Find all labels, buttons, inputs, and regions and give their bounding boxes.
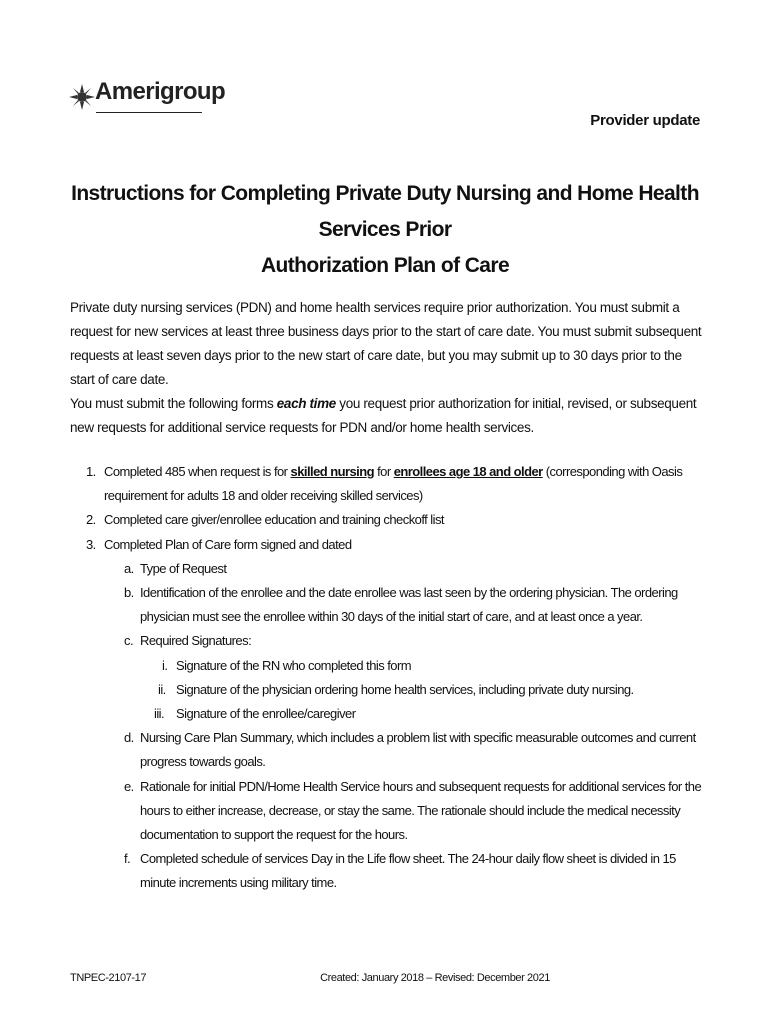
list-item-3c-ii xyxy=(70,678,710,702)
list-item-3c xyxy=(70,629,710,653)
list-letter: a. xyxy=(124,560,134,576)
list-roman: ii. xyxy=(158,681,166,697)
intro-paragraph-1: Private duty nursing services (PDN) and home health services require prior authorization. You must submit a request for new services at least three business days prior to the start of care date. You must submit subsequent requests at least seven days prior to the new start of care date, but you may submit up to 30 days prior to the start of care date. xyxy=(70,300,702,387)
item3b-text: Identification of the enrollee and the date enrollee was last seen by the ordering physician. The ordering physician must see the enrollee within 30 days of the initial start of care, and at least once a year. xyxy=(140,585,678,625)
item3e-text: Rationale for initial PDN/Home Health Service hours and subsequent requests for additional services for the hours to either increase, decrease, or stay the same. The rationale should include the medical necessity documentation to support the request for the hours. xyxy=(140,778,702,843)
item2-text: Completed care giver/enrollee education and training checkoff list xyxy=(104,512,444,528)
list-letter: d. xyxy=(124,730,134,746)
item3d-text: Nursing Care Plan Summary, which includes a problem list with specific measurable outcomes and current progress towards goals. xyxy=(140,730,696,770)
item1-skilled-nursing: skilled nursing xyxy=(290,464,375,479)
list-item-3a xyxy=(70,557,710,581)
list-item-3d xyxy=(70,726,710,774)
p2-emphasis: each time xyxy=(276,396,336,411)
item1-mid: for xyxy=(374,464,394,479)
list-letter: c. xyxy=(124,633,134,649)
list-letter: b. xyxy=(124,585,134,601)
list-item-3b xyxy=(70,581,710,629)
footer-document-code: TNPEC-2107-17 xyxy=(70,972,147,984)
list-item-3 xyxy=(70,533,710,557)
list-item-3c-iii xyxy=(70,702,710,726)
list-item-2 xyxy=(70,508,710,532)
logo-text: Amerigroup xyxy=(95,78,226,105)
list-letter: f. xyxy=(124,851,131,867)
item3cii-text: Signature of the physician ordering home health services, including private duty nursing. xyxy=(176,681,634,697)
logo-underline xyxy=(96,112,202,113)
item3a-text: Type of Request xyxy=(140,560,227,576)
amerigroup-logo xyxy=(68,78,226,120)
list-item-1 xyxy=(70,460,710,508)
list-roman: i. xyxy=(162,657,168,673)
intro-paragraph-2 xyxy=(70,392,705,440)
list-number: 1. xyxy=(86,464,96,479)
logo-mark-icon xyxy=(68,83,96,111)
item3f-text: Completed schedule of services Day in the Life flow sheet. The 24-hour daily flow sheet is divided in 15 minute increments using military time. xyxy=(140,851,676,891)
item3c-text: Required Signatures: xyxy=(140,633,252,649)
item3ci-text: Signature of the RN who completed this form xyxy=(176,657,412,673)
footer-dates: Created: January 2018 – Revised: December 2021 xyxy=(320,972,550,984)
item1-before: Completed 485 when request is for xyxy=(104,464,291,479)
title-line-2: Authorization Plan of Care xyxy=(260,254,510,277)
p2-after: you request prior authorization for initial, revised, or subsequent new requests for additional service requests for PDN and/or home health services. xyxy=(70,396,697,435)
item3-text: Completed Plan of Care form signed and dated xyxy=(104,536,352,552)
requirements-list xyxy=(70,460,710,896)
document-title xyxy=(70,176,700,284)
title-line-1: Instructions for Completing Private Duty Nursing and Home Health Services Prior xyxy=(71,182,699,241)
p2-before: You must submit the following forms xyxy=(70,396,277,411)
list-number: 2. xyxy=(86,512,96,528)
item1-enrollees-age: enrollees age 18 and older xyxy=(393,464,543,479)
list-item-3f xyxy=(70,847,710,895)
list-roman: iii. xyxy=(154,706,165,722)
list-number: 3. xyxy=(86,536,96,552)
list-letter: e. xyxy=(124,778,134,794)
provider-update-label: Provider update xyxy=(590,112,700,129)
list-item-3e xyxy=(70,775,710,848)
list-item-3c-i xyxy=(70,654,710,678)
item1-after: (corresponding with Oasis requirement for adults 18 and older receiving skilled services) xyxy=(104,464,683,504)
item3ciii-text: Signature of the enrollee/caregiver xyxy=(176,706,356,722)
